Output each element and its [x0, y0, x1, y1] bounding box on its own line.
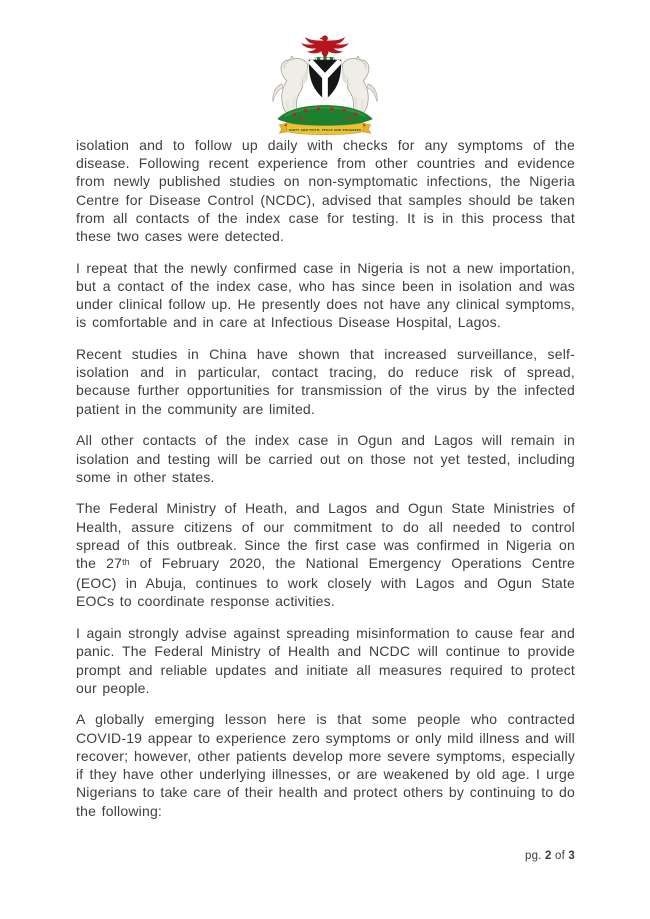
body-paragraph-7: A globally emerging lesson here is that some people who contracted COVID-19 appear to experience zero symptoms or only mild illness and will recover; however, other patients develop more severe symptoms, especially if they have other underlying illnesses, or are weakened by old age. I urge Nigerians to take care of their health and protect others by continuing to do the following: — [76, 711, 575, 819]
body-paragraph-6: I again strongly advise against spreading misinformation to cause fear and panic. The Federal Ministry of Health and NCDC will continue to provide prompt and reliable updates and initiate all measures required to protect our people. — [76, 625, 575, 696]
body-paragraph-5 — [76, 499, 575, 610]
ordinal-superscript: th — [122, 556, 130, 567]
body-paragraph-3: Recent studies in China have shown that increased surveillance, self-isolation and in particular, contact tracing, do reduce risk of spread, because further opportunities for transmission of the virus by the infected patient in the community are limited. — [76, 346, 575, 417]
body-paragraph-4: All other contacts of the index case in Ogun and Lagos will remain in isolation and testing will be carried out on those not yet tested, including some in other states. — [76, 432, 575, 485]
body-paragraph-2: I repeat that the newly confirmed case in Nigeria is not a new importation, but a contact of the index case, who has since been in isolation and was under clinical follow up. He presently does not have any clinical symptoms, is comfortable and in care at Infectious Disease Hospital, Lagos. — [76, 259, 575, 331]
body-paragraph-1: isolation and to follow up daily with checks for any symptoms of the disease. Following recent experience from other countries and evidence from newly published studies on non-symptomatic infections, the Nigeria Centre for Disease Control (NCDC), advised that samples should be taken from all contacts of the index case for testing. It is in this process that these two cases were detected. — [76, 137, 575, 245]
page-footer — [525, 850, 575, 862]
page-number: 2 — [544, 850, 552, 862]
coat-of-arms-graphic — [258, 34, 392, 141]
page-label: pg. — [524, 850, 542, 862]
document-body — [76, 136, 575, 833]
horse-left-icon — [273, 56, 308, 113]
paragraph-5-text-start: The Federal Ministry of Heath, and Lagos and Ogun State Ministries of Health, assure citizens of our commitment to do all needed to control spread of this outbreak. Since the first case was confirmed in Nigeria on the 27 — [76, 500, 575, 572]
page-of-label: of — [554, 850, 565, 862]
nigeria-coat-of-arms — [258, 34, 392, 146]
paragraph-5-text-end: of February 2020, the National Emergency Operations Centre (EOC) in Abuja, continues to work closely with Lagos and Ogun State EOCs to coordinate response activities. — [76, 555, 575, 610]
horse-right-icon — [342, 56, 377, 113]
motto-text: UNITY AND FAITH, PEACE AND PROGRESS — [288, 127, 362, 132]
total-pages: 3 — [568, 850, 575, 862]
shield-icon — [309, 60, 341, 100]
eagle-icon — [301, 35, 349, 59]
